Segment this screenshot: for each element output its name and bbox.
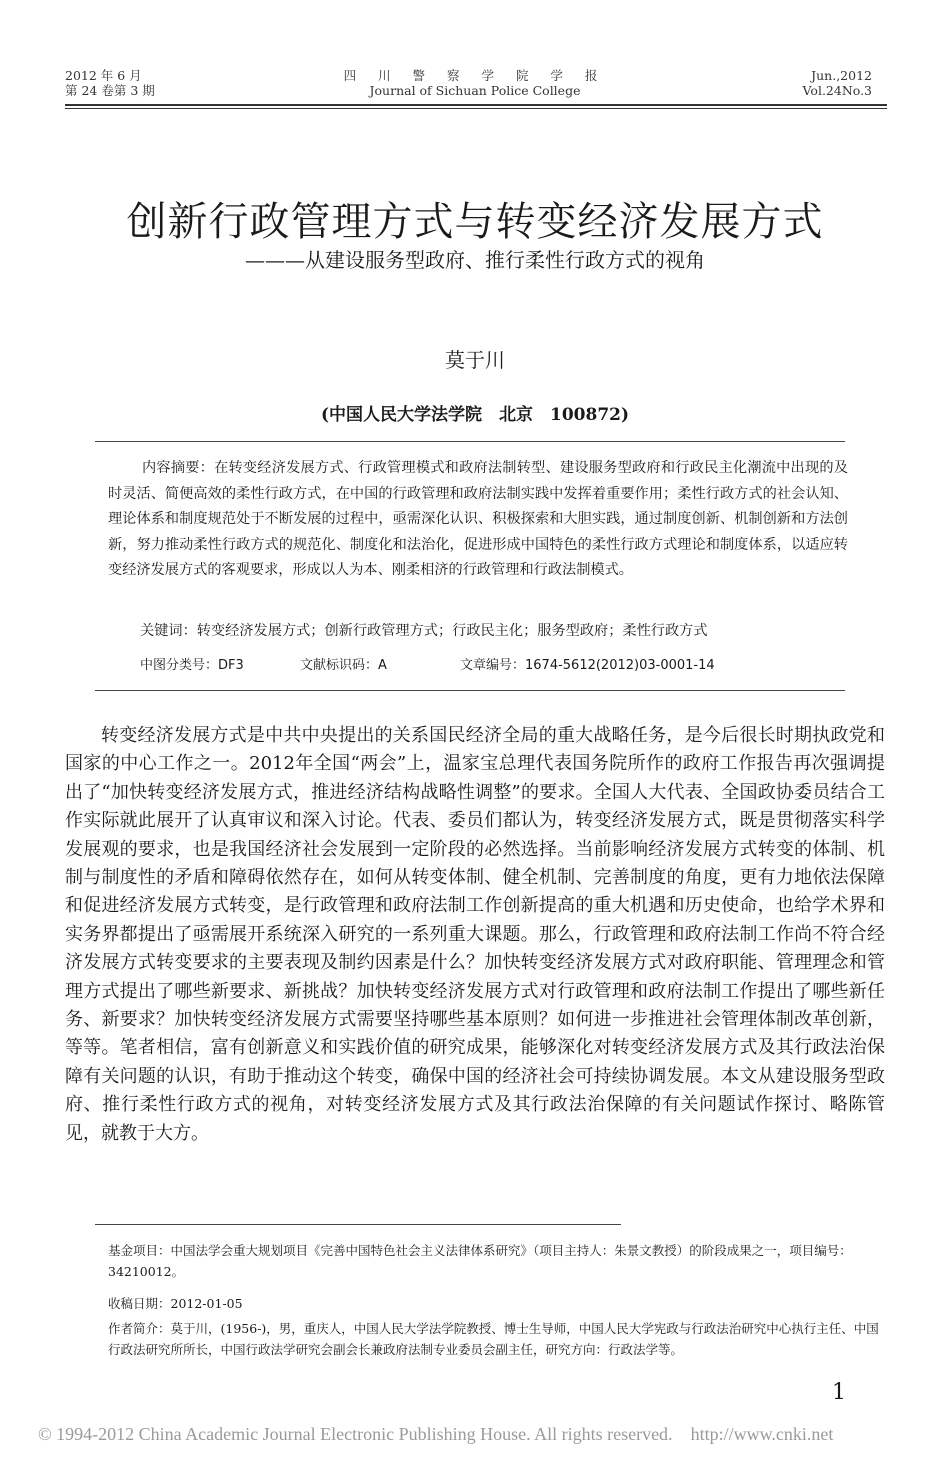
header-rule — [65, 104, 887, 106]
classification-line — [140, 656, 840, 676]
keywords — [140, 619, 840, 644]
issue-volume: 第 24 卷第 3 期 — [65, 83, 155, 98]
abstract-bottom-rule — [95, 690, 845, 691]
header-right — [803, 68, 872, 98]
author-affiliation: (中国人民大学法学院 北京 100872) — [320, 405, 630, 425]
copyright-text: © 1994-2012 China Academic Journal Electronic Publishing House. All rights reserved. — [38, 1424, 673, 1444]
article-title: 创新行政管理方式与转变经济发展方式 — [126, 199, 824, 245]
page-number: 1 — [832, 1380, 846, 1405]
abstract-top-rule — [95, 441, 845, 442]
copyright-footer — [38, 1424, 938, 1445]
footnote-rule — [95, 1224, 621, 1225]
author-bio: 作者简介：莫于川，(1956-)，男，重庆人，中国人民大学法学院教授、博士生导师，中国人民大学宪政与行政法治研究中心执行主任、中国行政法研究所所长，中国行政法学研究会副会长兼政府法制专业委员会副主任，研究方向：行政法学等。 — [108, 1321, 879, 1357]
author-name: 莫于川 — [445, 348, 505, 372]
issue-volume-en: Vol.24No.3 — [802, 83, 872, 98]
fund-note: 基金项目：中国法学会重大规划项目《完善中国特色社会主义法律体系研究》（项目主持人：朱景文教授）的阶段成果之一，项目编号：34210012。 — [108, 1243, 852, 1279]
abstract-text: 在转变经济发展方式、行政管理模式和政府法制转型、建设服务型政府和行政民主化潮流中出现的及时灵活、简便高效的柔性行政方式，在中国的行政管理和政府法制实践中发挥着重要作用；柔性行政方式的社会认知、理论体系和制度规范处于不断发展的过程中，亟需深化认识、积极探索和大胆实践，通过制度创新、机制创新和方法创新，努力推动柔性行政方式的规范化、制度化和法治化，促进形成中国特色的柔性行政方式理论和制度体系，以适应转变经济发展方式的客观要求，形成以人为本、刚柔相济的行政管理和行政法制模式。 — [108, 460, 848, 578]
journal-name-cn: 四 川 警 察 学 院 学 报 — [343, 68, 607, 83]
journal-name-en: Journal of Sichuan Police College — [369, 83, 581, 98]
abstract-label: 内容摘要： — [142, 460, 215, 476]
keywords-text: 转变经济发展方式；创新行政管理方式；行政民主化；服务型政府；柔性行政方式 — [196, 623, 708, 639]
article-subtitle: ———从建设服务型政府、推行柔性行政方式的视角 — [245, 248, 705, 272]
issue-date-en: Jun.,2012 — [811, 68, 872, 83]
keywords-label: 关键词： — [140, 623, 197, 639]
abstract — [108, 456, 848, 584]
body-paragraph: 转变经济发展方式是中共中央提出的关系国民经济全局的重大战略任务，是今后很长时期执政党和国家的中心工作之一。2012年全国“两会”上，温家宝总理代表国务院所作的政府工作报告再次强调提出了“加快转变经济发展方式，推进经济结构战略性调整”的要求。全国人大代表、全国政协委员结合工作实际就此展开了认真审议和深入讨论。代表、委员们都认为，转变经济发展方式，既是贯彻落实科学发展观的要求，也是我国经济社会发展到一定阶段的必然选择。当前影响经济发展方式转变的体制、机制与制度性的矛盾和障碍依然存在，如何从转变体制、健全机制、完善制度的角度，更有力地依法保障和促进经济发展方式转变，是行政管理和政府法制工作创新提高的重大机遇和历史使命，也给学术界和实务界都提出了亟需展开系统深入研究的一系列重大课题。那么，行政管理和政府法制工作尚不符合经济发展方式转变要求的主要表现及制约因素是什么？加快转变经济发展方式对政府职能、管理理念和管理方式提出了哪些新要求、新挑战？加快转变经济发展方式对行政管理和政府法制工作提出了哪些新任务、新要求？加快转变经济发展方式需要坚持哪些基本原则？如何进一步推进社会管理体制改革创新，等等。笔者相信，富有创新意义和实践价值的研究成果，能够深化对转变经济发展方式及其行政法治保障有关问题的认识，有助于推动这个转变，确保中国的经济社会可持续协调发展。本文从建设服务型政府、推行柔性行政方式的视角，对转变经济发展方式及其行政法治保障的有关问题试作探讨、略陈管见，就教于大方。 — [65, 725, 885, 1144]
header-center — [300, 68, 650, 98]
header-rule-thin — [65, 108, 887, 109]
clc-number: 中图分类号：DF3 — [140, 658, 244, 673]
issue-date: 2012 年 6 月 — [65, 68, 142, 83]
document-code: 文献标识码：A — [300, 658, 387, 673]
header-left — [65, 68, 155, 98]
cnki-link[interactable]: http://www.cnki.net — [690, 1424, 834, 1444]
article-number: 文章编号：1674-5612(2012)03-0001-14 — [460, 658, 715, 673]
received-date: 收稿日期：2012-01-05 — [108, 1296, 243, 1311]
